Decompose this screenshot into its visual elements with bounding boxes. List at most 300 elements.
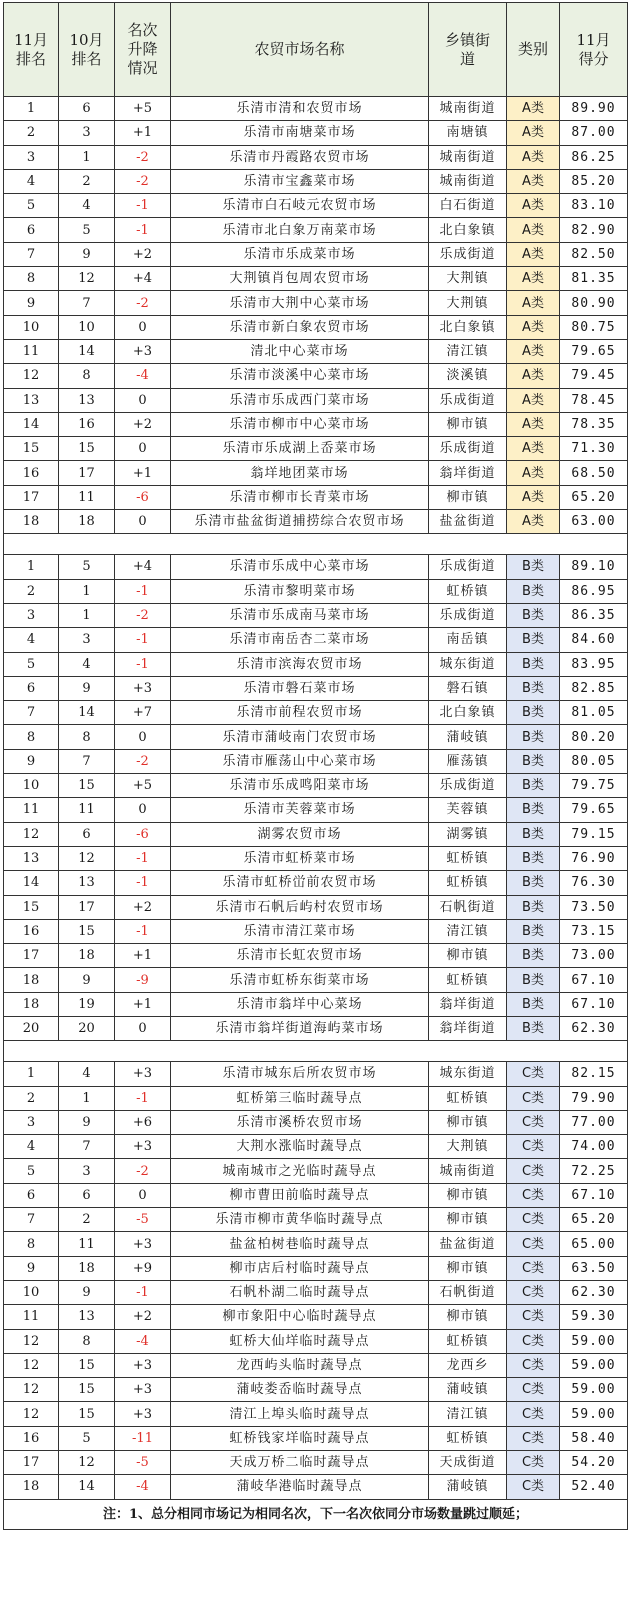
score-cell: 65.20 <box>560 1208 628 1232</box>
table-row <box>4 871 628 895</box>
rank-cell: 5 <box>4 652 59 676</box>
market-name-cell: 乐清市北白象万南菜市场 <box>171 218 429 242</box>
prev-rank-cell: 15 <box>59 774 115 798</box>
score-cell: 78.35 <box>560 412 628 436</box>
change-cell: -9 <box>115 968 171 992</box>
market-name-cell: 乐清市清和农贸市场 <box>171 97 429 121</box>
change-cell: +6 <box>115 1110 171 1134</box>
prev-rank-cell: 14 <box>59 1475 115 1499</box>
market-name-cell: 蒲岐娄岙临时蔬导点 <box>171 1378 429 1402</box>
score-cell: 81.35 <box>560 267 628 291</box>
prev-rank-cell: 18 <box>59 510 115 534</box>
score-cell: 65.00 <box>560 1232 628 1256</box>
change-cell: +3 <box>115 1378 171 1402</box>
category-cell: B类 <box>507 603 560 627</box>
town-cell: 乐成街道 <box>429 603 507 627</box>
prev-rank-cell: 3 <box>59 1159 115 1183</box>
change-cell: -2 <box>115 145 171 169</box>
prev-rank-cell: 2 <box>59 1208 115 1232</box>
rank-cell: 14 <box>4 871 59 895</box>
score-cell: 54.20 <box>560 1451 628 1475</box>
category-cell: B类 <box>507 579 560 603</box>
prev-rank-cell: 19 <box>59 992 115 1016</box>
market-name-cell: 翁垟地团菜市场 <box>171 461 429 485</box>
town-cell: 城南街道 <box>429 145 507 169</box>
score-cell: 78.45 <box>560 388 628 412</box>
market-name-cell: 乐清市大荆中心菜市场 <box>171 291 429 315</box>
header-line: 道 <box>459 49 475 68</box>
group-separator <box>4 534 628 555</box>
market-name-cell: 乐清市磐石菜市场 <box>171 676 429 700</box>
category-cell: B类 <box>507 822 560 846</box>
table-row <box>4 968 628 992</box>
market-name-cell: 清江上埠头临时蔬导点 <box>171 1402 429 1426</box>
market-name-cell: 乐清市盐盆街道捕捞综合农贸市场 <box>171 510 429 534</box>
town-cell: 蒲岐镇 <box>429 725 507 749</box>
table-row <box>4 1378 628 1402</box>
change-cell: +2 <box>115 242 171 266</box>
rank-cell: 11 <box>4 1305 59 1329</box>
score-cell: 86.25 <box>560 145 628 169</box>
prev-rank-cell: 12 <box>59 1451 115 1475</box>
town-cell: 清江镇 <box>429 1402 507 1426</box>
prev-rank-cell: 1 <box>59 603 115 627</box>
prev-rank-cell: 15 <box>59 1353 115 1377</box>
market-name-cell: 乐清市乐成鸣阳菜市场 <box>171 774 429 798</box>
change-cell: -2 <box>115 1159 171 1183</box>
market-name-cell: 虹桥钱家垟临时蔬导点 <box>171 1426 429 1450</box>
change-cell: +7 <box>115 701 171 725</box>
score-cell: 89.10 <box>560 555 628 579</box>
change-cell: 0 <box>115 437 171 461</box>
note-row <box>4 1499 628 1529</box>
rank-cell: 11 <box>4 339 59 363</box>
header-line: 乡镇街 <box>444 30 490 49</box>
prev-rank-cell: 3 <box>59 121 115 145</box>
rank-cell: 4 <box>4 1135 59 1159</box>
category-cell: A类 <box>507 218 560 242</box>
market-name-cell: 乐清市柳市长青菜市场 <box>171 485 429 509</box>
table-row <box>4 579 628 603</box>
market-name-cell: 城南城市之光临时蔬导点 <box>171 1159 429 1183</box>
category-cell: B类 <box>507 895 560 919</box>
prev-rank-cell: 15 <box>59 1402 115 1426</box>
change-cell: +4 <box>115 555 171 579</box>
prev-rank-cell: 6 <box>59 1183 115 1207</box>
table-row <box>4 1426 628 1450</box>
town-cell: 蒲岐镇 <box>429 1378 507 1402</box>
table-row <box>4 603 628 627</box>
table-row <box>4 798 628 822</box>
category-cell: C类 <box>507 1378 560 1402</box>
market-name-cell: 乐清市柳市黄华临时蔬导点 <box>171 1208 429 1232</box>
header-row <box>4 3 628 97</box>
change-cell: -6 <box>115 822 171 846</box>
market-name-cell: 乐清市清江菜市场 <box>171 919 429 943</box>
rank-cell: 9 <box>4 749 59 773</box>
score-cell: 80.20 <box>560 725 628 749</box>
table-row <box>4 1232 628 1256</box>
table-row <box>4 1329 628 1353</box>
category-cell: B类 <box>507 1016 560 1040</box>
change-cell: -4 <box>115 364 171 388</box>
rank-cell: 3 <box>4 1110 59 1134</box>
rank-cell: 10 <box>4 1280 59 1304</box>
prev-rank-cell: 1 <box>59 145 115 169</box>
town-cell: 龙西乡 <box>429 1353 507 1377</box>
prev-rank-cell: 5 <box>59 1426 115 1450</box>
category-cell: A类 <box>507 510 560 534</box>
change-cell: +5 <box>115 97 171 121</box>
score-cell: 79.65 <box>560 798 628 822</box>
category-cell: C类 <box>507 1110 560 1134</box>
market-name-cell: 乐清市溪桥农贸市场 <box>171 1110 429 1134</box>
prev-rank-cell: 20 <box>59 1016 115 1040</box>
market-name-cell: 乐清市乐成菜市场 <box>171 242 429 266</box>
market-name-cell: 柳市店后村临时蔬导点 <box>171 1256 429 1280</box>
category-cell: C类 <box>507 1329 560 1353</box>
prev-rank-cell: 15 <box>59 919 115 943</box>
rank-cell: 2 <box>4 121 59 145</box>
change-cell: +3 <box>115 676 171 700</box>
market-name-cell: 乐清市芙蓉菜市场 <box>171 798 429 822</box>
header-line: 排名 <box>71 49 102 68</box>
market-name-cell: 乐清市长虹农贸市场 <box>171 944 429 968</box>
rank-cell: 1 <box>4 1062 59 1086</box>
town-cell: 北白象镇 <box>429 701 507 725</box>
category-cell: A类 <box>507 339 560 363</box>
prev-rank-cell: 9 <box>59 1110 115 1134</box>
category-cell: B类 <box>507 725 560 749</box>
change-cell: +3 <box>115 1135 171 1159</box>
table-row <box>4 701 628 725</box>
prev-rank-cell: 9 <box>59 968 115 992</box>
rank-cell: 6 <box>4 218 59 242</box>
prev-rank-cell: 7 <box>59 749 115 773</box>
score-cell: 62.30 <box>560 1280 628 1304</box>
category-cell: C类 <box>507 1062 560 1086</box>
table-row <box>4 242 628 266</box>
table-row <box>4 676 628 700</box>
score-cell: 76.30 <box>560 871 628 895</box>
change-cell: -2 <box>115 749 171 773</box>
category-cell: C类 <box>507 1280 560 1304</box>
rank-cell: 10 <box>4 774 59 798</box>
town-cell: 翁垟街道 <box>429 992 507 1016</box>
market-name-cell: 乐清市白石岐元农贸市场 <box>171 194 429 218</box>
score-cell: 79.75 <box>560 774 628 798</box>
change-cell: 0 <box>115 388 171 412</box>
rank-cell: 17 <box>4 485 59 509</box>
table-row <box>4 1305 628 1329</box>
town-cell: 柳市镇 <box>429 412 507 436</box>
change-cell: +1 <box>115 461 171 485</box>
change-cell: +5 <box>115 774 171 798</box>
market-name-cell: 乐清市乐成南马菜市场 <box>171 603 429 627</box>
change-cell: -6 <box>115 485 171 509</box>
table-row <box>4 194 628 218</box>
score-cell: 79.90 <box>560 1086 628 1110</box>
table-row <box>4 1086 628 1110</box>
score-cell: 79.65 <box>560 339 628 363</box>
rank-cell: 18 <box>4 992 59 1016</box>
rank-cell: 17 <box>4 944 59 968</box>
table-row <box>4 1062 628 1086</box>
category-cell: C类 <box>507 1256 560 1280</box>
category-cell: A类 <box>507 485 560 509</box>
table-row <box>4 1135 628 1159</box>
category-cell: A类 <box>507 461 560 485</box>
category-cell: A类 <box>507 412 560 436</box>
score-cell: 68.50 <box>560 461 628 485</box>
table-row <box>4 1451 628 1475</box>
score-cell: 67.10 <box>560 1183 628 1207</box>
table-row <box>4 1280 628 1304</box>
change-cell: 0 <box>115 315 171 339</box>
category-cell: C类 <box>507 1208 560 1232</box>
rank-cell: 8 <box>4 1232 59 1256</box>
change-cell: -4 <box>115 1329 171 1353</box>
market-name-cell: 柳市曹田前临时蔬导点 <box>171 1183 429 1207</box>
category-cell: B类 <box>507 846 560 870</box>
rank-cell: 7 <box>4 1208 59 1232</box>
table-row <box>4 555 628 579</box>
prev-rank-cell: 1 <box>59 579 115 603</box>
score-cell: 52.40 <box>560 1475 628 1499</box>
category-cell: C类 <box>507 1159 560 1183</box>
rank-cell: 7 <box>4 701 59 725</box>
town-cell: 天成街道 <box>429 1451 507 1475</box>
town-cell: 虹桥镇 <box>429 968 507 992</box>
change-cell: 0 <box>115 1183 171 1207</box>
category-cell: C类 <box>507 1135 560 1159</box>
score-cell: 85.20 <box>560 169 628 193</box>
table-row <box>4 944 628 968</box>
header-line: 10月 <box>69 30 104 49</box>
ranking-table <box>3 2 628 1530</box>
town-cell: 翁垟街道 <box>429 461 507 485</box>
change-cell: +2 <box>115 412 171 436</box>
rank-cell: 13 <box>4 846 59 870</box>
change-cell: -5 <box>115 1208 171 1232</box>
change-cell: 0 <box>115 1016 171 1040</box>
town-cell: 翁垟街道 <box>429 1016 507 1040</box>
market-name-cell: 乐清市雁荡山中心菜市场 <box>171 749 429 773</box>
change-cell: +2 <box>115 895 171 919</box>
category-cell: B类 <box>507 676 560 700</box>
market-name-cell: 蒲岐华港临时蔬导点 <box>171 1475 429 1499</box>
category-cell: B类 <box>507 944 560 968</box>
change-cell: +1 <box>115 992 171 1016</box>
change-cell: -11 <box>115 1426 171 1450</box>
rank-cell: 6 <box>4 676 59 700</box>
prev-rank-cell: 8 <box>59 1329 115 1353</box>
prev-rank-cell: 15 <box>59 1378 115 1402</box>
score-cell: 83.10 <box>560 194 628 218</box>
town-cell: 大荆镇 <box>429 291 507 315</box>
score-cell: 87.00 <box>560 121 628 145</box>
prev-rank-cell: 12 <box>59 846 115 870</box>
table-row <box>4 1402 628 1426</box>
change-cell: -1 <box>115 652 171 676</box>
market-name-cell: 乐清市城东后所农贸市场 <box>171 1062 429 1086</box>
rank-cell: 18 <box>4 968 59 992</box>
score-cell: 86.95 <box>560 579 628 603</box>
market-name-cell: 乐清市虹桥菜市场 <box>171 846 429 870</box>
table-row <box>4 1110 628 1134</box>
category-cell: C类 <box>507 1402 560 1426</box>
change-cell: -2 <box>115 291 171 315</box>
table-row <box>4 919 628 943</box>
score-cell: 65.20 <box>560 485 628 509</box>
town-cell: 虹桥镇 <box>429 1086 507 1110</box>
group-separator <box>4 1041 628 1062</box>
score-cell: 63.00 <box>560 510 628 534</box>
category-cell: A类 <box>507 121 560 145</box>
table-row <box>4 169 628 193</box>
category-cell: B类 <box>507 968 560 992</box>
category-cell: B类 <box>507 749 560 773</box>
change-cell: -2 <box>115 169 171 193</box>
town-cell: 南岳镇 <box>429 628 507 652</box>
town-cell: 盐盆街道 <box>429 510 507 534</box>
header-change <box>115 3 171 97</box>
rank-cell: 5 <box>4 1159 59 1183</box>
prev-rank-cell: 11 <box>59 798 115 822</box>
category-cell: B类 <box>507 798 560 822</box>
prev-rank-cell: 11 <box>59 485 115 509</box>
market-name-cell: 虹桥大仙垟临时蔬导点 <box>171 1329 429 1353</box>
prev-rank-cell: 7 <box>59 1135 115 1159</box>
score-cell: 82.50 <box>560 242 628 266</box>
category-cell: A类 <box>507 364 560 388</box>
table-row <box>4 461 628 485</box>
market-name-cell: 乐清市乐成中心菜市场 <box>171 555 429 579</box>
category-cell: B类 <box>507 555 560 579</box>
category-cell: A类 <box>507 169 560 193</box>
table-row <box>4 315 628 339</box>
table-row <box>4 895 628 919</box>
prev-rank-cell: 7 <box>59 291 115 315</box>
rank-cell: 12 <box>4 364 59 388</box>
prev-rank-cell: 3 <box>59 628 115 652</box>
score-cell: 82.15 <box>560 1062 628 1086</box>
market-name-cell: 乐清市丹霞路农贸市场 <box>171 145 429 169</box>
prev-rank-cell: 15 <box>59 437 115 461</box>
header-market-name: 农贸市场名称 <box>171 3 429 97</box>
category-cell: A类 <box>507 145 560 169</box>
town-cell: 清江镇 <box>429 919 507 943</box>
score-cell: 73.15 <box>560 919 628 943</box>
header-category: 类别 <box>507 3 560 97</box>
town-cell: 乐成街道 <box>429 242 507 266</box>
table-row <box>4 121 628 145</box>
prev-rank-cell: 5 <box>59 555 115 579</box>
town-cell: 南塘镇 <box>429 121 507 145</box>
market-name-cell: 乐清市南塘菜市场 <box>171 121 429 145</box>
town-cell: 大荆镇 <box>429 267 507 291</box>
prev-rank-cell: 4 <box>59 652 115 676</box>
market-name-cell: 乐清市柳市中心菜市场 <box>171 412 429 436</box>
change-cell: -4 <box>115 1475 171 1499</box>
market-name-cell: 乐清市虹桥峃前农贸市场 <box>171 871 429 895</box>
market-name-cell: 乐清市黎明菜市场 <box>171 579 429 603</box>
table-row <box>4 652 628 676</box>
prev-rank-cell: 5 <box>59 218 115 242</box>
town-cell: 北白象镇 <box>429 218 507 242</box>
table-row <box>4 1016 628 1040</box>
town-cell: 虹桥镇 <box>429 1426 507 1450</box>
rank-cell: 1 <box>4 97 59 121</box>
category-cell: A类 <box>507 437 560 461</box>
rank-cell: 18 <box>4 510 59 534</box>
change-cell: +3 <box>115 1353 171 1377</box>
category-cell: B类 <box>507 871 560 895</box>
town-cell: 虹桥镇 <box>429 871 507 895</box>
prev-rank-cell: 6 <box>59 822 115 846</box>
prev-rank-cell: 1 <box>59 1086 115 1110</box>
change-cell: -1 <box>115 846 171 870</box>
rank-cell: 3 <box>4 603 59 627</box>
rank-cell: 14 <box>4 412 59 436</box>
category-cell: B类 <box>507 628 560 652</box>
score-cell: 63.50 <box>560 1256 628 1280</box>
rank-cell: 16 <box>4 1426 59 1450</box>
market-name-cell: 天成万桥二临时蔬导点 <box>171 1451 429 1475</box>
footnote: 注：1、总分相同市场记为相同名次，下一名次依同分市场数量跳过顺延； <box>4 1499 628 1529</box>
town-cell: 雁荡镇 <box>429 749 507 773</box>
header-line: 名次 <box>127 21 158 39</box>
rank-cell: 17 <box>4 1451 59 1475</box>
change-cell: +3 <box>115 1232 171 1256</box>
change-cell: -1 <box>115 579 171 603</box>
header-line: 排名 <box>15 49 46 68</box>
table-row <box>4 846 628 870</box>
table-row <box>4 291 628 315</box>
table-row <box>4 822 628 846</box>
town-cell: 芙蓉镇 <box>429 798 507 822</box>
town-cell: 盐盆街道 <box>429 1232 507 1256</box>
table-row <box>4 218 628 242</box>
market-name-cell: 乐清市石帆后屿村农贸市场 <box>171 895 429 919</box>
rank-cell: 2 <box>4 579 59 603</box>
table-row <box>4 1256 628 1280</box>
prev-rank-cell: 18 <box>59 944 115 968</box>
town-cell: 虹桥镇 <box>429 579 507 603</box>
rank-cell: 3 <box>4 145 59 169</box>
table-row <box>4 725 628 749</box>
rank-cell: 1 <box>4 555 59 579</box>
rank-cell: 6 <box>4 1183 59 1207</box>
change-cell: -1 <box>115 871 171 895</box>
market-name-cell: 乐清市滨海农贸市场 <box>171 652 429 676</box>
category-cell: A类 <box>507 194 560 218</box>
market-name-cell: 乐清市前程农贸市场 <box>171 701 429 725</box>
town-cell: 大荆镇 <box>429 1135 507 1159</box>
change-cell: +1 <box>115 121 171 145</box>
score-cell: 74.00 <box>560 1135 628 1159</box>
score-cell: 71.30 <box>560 437 628 461</box>
score-cell: 80.05 <box>560 749 628 773</box>
rank-cell: 7 <box>4 242 59 266</box>
town-cell: 柳市镇 <box>429 944 507 968</box>
prev-rank-cell: 16 <box>59 412 115 436</box>
prev-rank-cell: 4 <box>59 194 115 218</box>
header-town <box>429 3 507 97</box>
score-cell: 79.15 <box>560 822 628 846</box>
market-name-cell: 盐盆柏树巷临时蔬导点 <box>171 1232 429 1256</box>
score-cell: 82.90 <box>560 218 628 242</box>
